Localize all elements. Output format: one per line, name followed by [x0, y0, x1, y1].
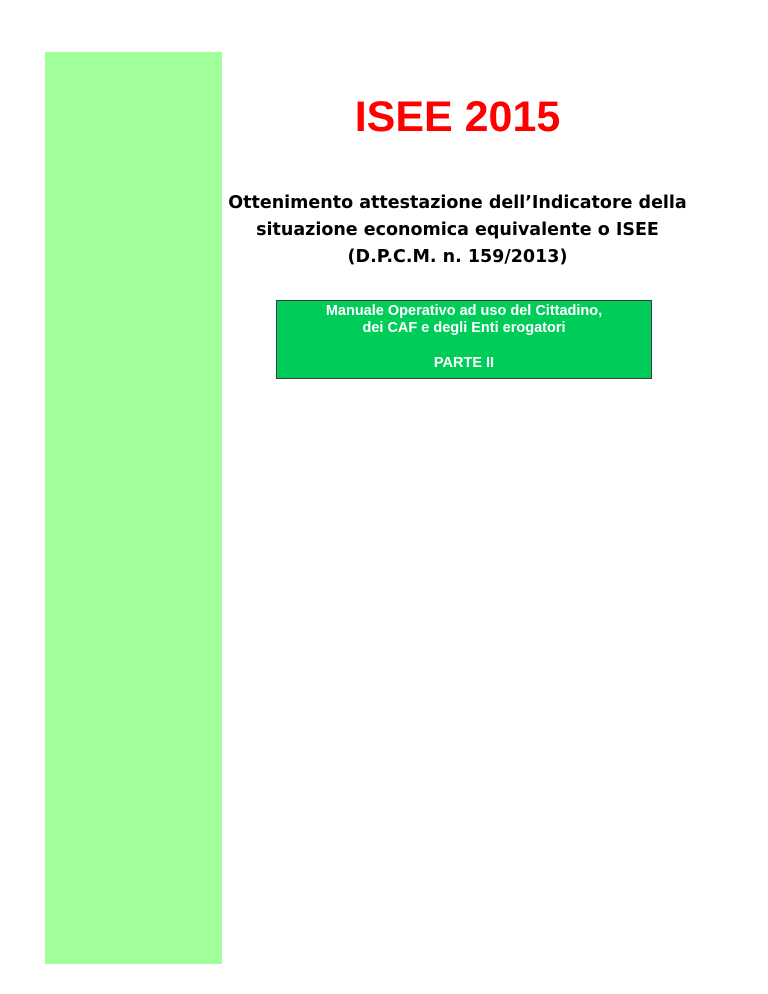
part-label: PARTE II [433, 355, 495, 371]
subtitle-line: situazione economica equivalente o ISEE [256, 220, 659, 240]
subtitle-line: Ottenimento attestazione dell’Indicatore della [228, 193, 687, 213]
manual-description-line: dei CAF e degli Enti erogatori [362, 320, 566, 336]
manual-description [277, 301, 651, 337]
document-title: ISEE 2015 [354, 93, 561, 141]
decorative-side-band [45, 52, 222, 964]
subtitle-line: (D.P.C.M. n. 159/2013) [347, 247, 568, 267]
document-subtitle [222, 190, 693, 271]
manual-description-box [276, 300, 652, 379]
manual-description-line: Manuale Operativo ad uso del Cittadino, [325, 303, 603, 319]
